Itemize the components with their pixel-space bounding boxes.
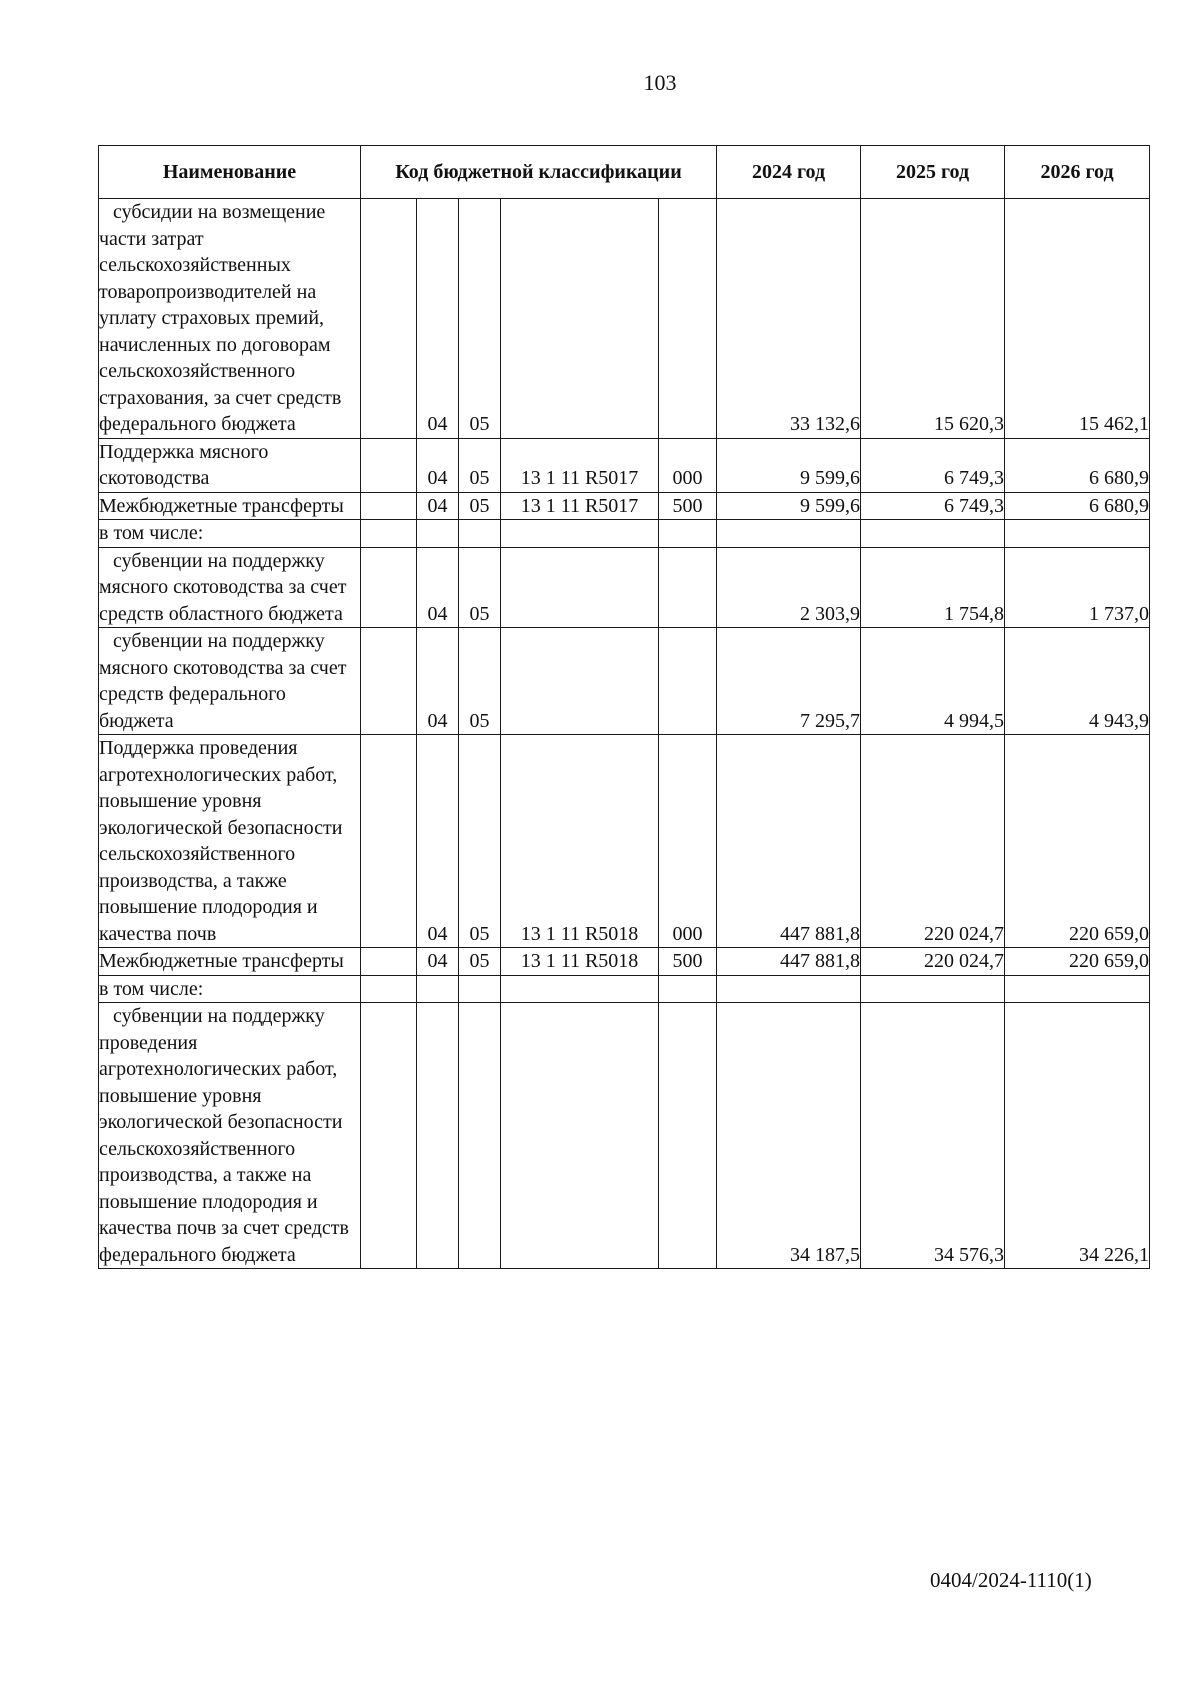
table-row <box>99 1003 1150 1269</box>
amount-2025: 220 024,7 <box>861 948 1005 976</box>
code-part-1 <box>361 199 417 439</box>
amount-2024: 33 132,6 <box>717 199 861 439</box>
amount-2025: 15 620,3 <box>861 199 1005 439</box>
amount-2025: 4 994,5 <box>861 628 1005 735</box>
amount-2024 <box>717 520 861 548</box>
row-name: Межбюджетные трансферты <box>99 948 361 976</box>
code-expense-type <box>659 547 717 628</box>
header-code: Код бюджетной классификации <box>361 146 717 199</box>
amount-2026: 4 943,9 <box>1005 628 1150 735</box>
code-subsection <box>459 1003 501 1269</box>
code-expense-type: 000 <box>659 438 717 492</box>
code-part-1 <box>361 948 417 976</box>
header-name: Наименование <box>99 146 361 199</box>
code-subsection: 05 <box>459 628 501 735</box>
code-subsection: 05 <box>459 492 501 520</box>
amount-2026: 6 680,9 <box>1005 492 1150 520</box>
code-target-article <box>501 547 659 628</box>
amount-2026 <box>1005 975 1150 1003</box>
code-expense-type: 000 <box>659 735 717 948</box>
amount-2024: 2 303,9 <box>717 547 861 628</box>
code-section <box>417 975 459 1003</box>
amount-2026: 220 659,0 <box>1005 735 1150 948</box>
code-section <box>417 520 459 548</box>
table-row <box>99 628 1150 735</box>
code-expense-type <box>659 199 717 439</box>
amount-2025 <box>861 520 1005 548</box>
amount-2024: 447 881,8 <box>717 948 861 976</box>
amount-2025: 1 754,8 <box>861 547 1005 628</box>
code-section: 04 <box>417 547 459 628</box>
amount-2025: 220 024,7 <box>861 735 1005 948</box>
code-expense-type: 500 <box>659 948 717 976</box>
code-section <box>417 1003 459 1269</box>
code-section: 04 <box>417 735 459 948</box>
code-part-1 <box>361 735 417 948</box>
table-row <box>99 199 1150 439</box>
code-subsection: 05 <box>459 547 501 628</box>
code-part-1 <box>361 520 417 548</box>
code-target-article <box>501 1003 659 1269</box>
table-row <box>99 492 1150 520</box>
code-part-1 <box>361 1003 417 1269</box>
document-code: 0404/2024-1110(1) <box>930 1568 1092 1592</box>
row-name: субвенции на поддержку мясного скотоводства за счет средств федерального бюджета <box>99 628 361 735</box>
amount-2026: 220 659,0 <box>1005 948 1150 976</box>
table-row <box>99 975 1150 1003</box>
code-subsection: 05 <box>459 438 501 492</box>
amount-2025 <box>861 975 1005 1003</box>
code-target-article <box>501 975 659 1003</box>
code-part-1 <box>361 628 417 735</box>
amount-2024 <box>717 975 861 1003</box>
code-expense-type: 500 <box>659 492 717 520</box>
amount-2025: 6 749,3 <box>861 492 1005 520</box>
amount-2025: 6 749,3 <box>861 438 1005 492</box>
code-part-1 <box>361 438 417 492</box>
amount-2024: 9 599,6 <box>717 492 861 520</box>
code-target-article: 13 1 11 R5017 <box>501 438 659 492</box>
page-number: 103 <box>643 70 677 95</box>
code-target-article <box>501 520 659 548</box>
table-row <box>99 520 1150 548</box>
code-subsection: 05 <box>459 199 501 439</box>
row-name: в том числе: <box>99 520 361 548</box>
code-expense-type <box>659 975 717 1003</box>
table-row <box>99 735 1150 948</box>
amount-2026 <box>1005 520 1150 548</box>
row-name: субвенции на поддержку мясного скотоводства за счет средств областного бюджета <box>99 547 361 628</box>
code-section: 04 <box>417 199 459 439</box>
code-target-article: 13 1 11 R5018 <box>501 735 659 948</box>
table-row <box>99 547 1150 628</box>
amount-2026: 1 737,0 <box>1005 547 1150 628</box>
row-name: в том числе: <box>99 975 361 1003</box>
code-expense-type <box>659 1003 717 1269</box>
amount-2024: 7 295,7 <box>717 628 861 735</box>
code-target-article: 13 1 11 R5018 <box>501 948 659 976</box>
code-subsection <box>459 975 501 1003</box>
table-row <box>99 438 1150 492</box>
code-section: 04 <box>417 438 459 492</box>
code-section: 04 <box>417 492 459 520</box>
code-target-article <box>501 199 659 439</box>
code-subsection: 05 <box>459 948 501 976</box>
amount-2024: 447 881,8 <box>717 735 861 948</box>
code-section: 04 <box>417 948 459 976</box>
code-section: 04 <box>417 628 459 735</box>
row-name: Поддержка мясного скотоводства <box>99 438 361 492</box>
code-part-1 <box>361 975 417 1003</box>
budget-table <box>98 145 1150 1269</box>
amount-2026: 34 226,1 <box>1005 1003 1150 1269</box>
code-subsection <box>459 520 501 548</box>
header-2025: 2025 год <box>861 146 1005 199</box>
code-expense-type <box>659 628 717 735</box>
amount-2026: 6 680,9 <box>1005 438 1150 492</box>
code-target-article: 13 1 11 R5017 <box>501 492 659 520</box>
amount-2024: 9 599,6 <box>717 438 861 492</box>
code-subsection: 05 <box>459 735 501 948</box>
row-name: Поддержка проведения агротехнологических работ, повышение уровня экологической безопасности сельскохозяйственного производства, а также повышение плодородия и качества почв <box>99 735 361 948</box>
code-part-1 <box>361 492 417 520</box>
table-body <box>99 199 1150 1269</box>
amount-2026: 15 462,1 <box>1005 199 1150 439</box>
row-name: субсидии на возмещение части затрат сельскохозяйственных товаропроизводителей на уплату страховых премий, начисленных по договорам сельскохозяйственного страхования, за счет средств федерального бюджета <box>99 199 361 439</box>
amount-2025: 34 576,3 <box>861 1003 1005 1269</box>
header-2024: 2024 год <box>717 146 861 199</box>
code-part-1 <box>361 547 417 628</box>
row-name: субвенции на поддержку проведения агротехнологических работ, повышение уровня экологической безопасности сельскохозяйственного производства, а также на повышение плодородия и качества почв за счет средств федерального бюджета <box>99 1003 361 1269</box>
code-expense-type <box>659 520 717 548</box>
header-2026: 2026 год <box>1005 146 1150 199</box>
row-name: Межбюджетные трансферты <box>99 492 361 520</box>
table-header-row <box>99 146 1150 199</box>
table-row <box>99 948 1150 976</box>
amount-2024: 34 187,5 <box>717 1003 861 1269</box>
code-target-article <box>501 628 659 735</box>
